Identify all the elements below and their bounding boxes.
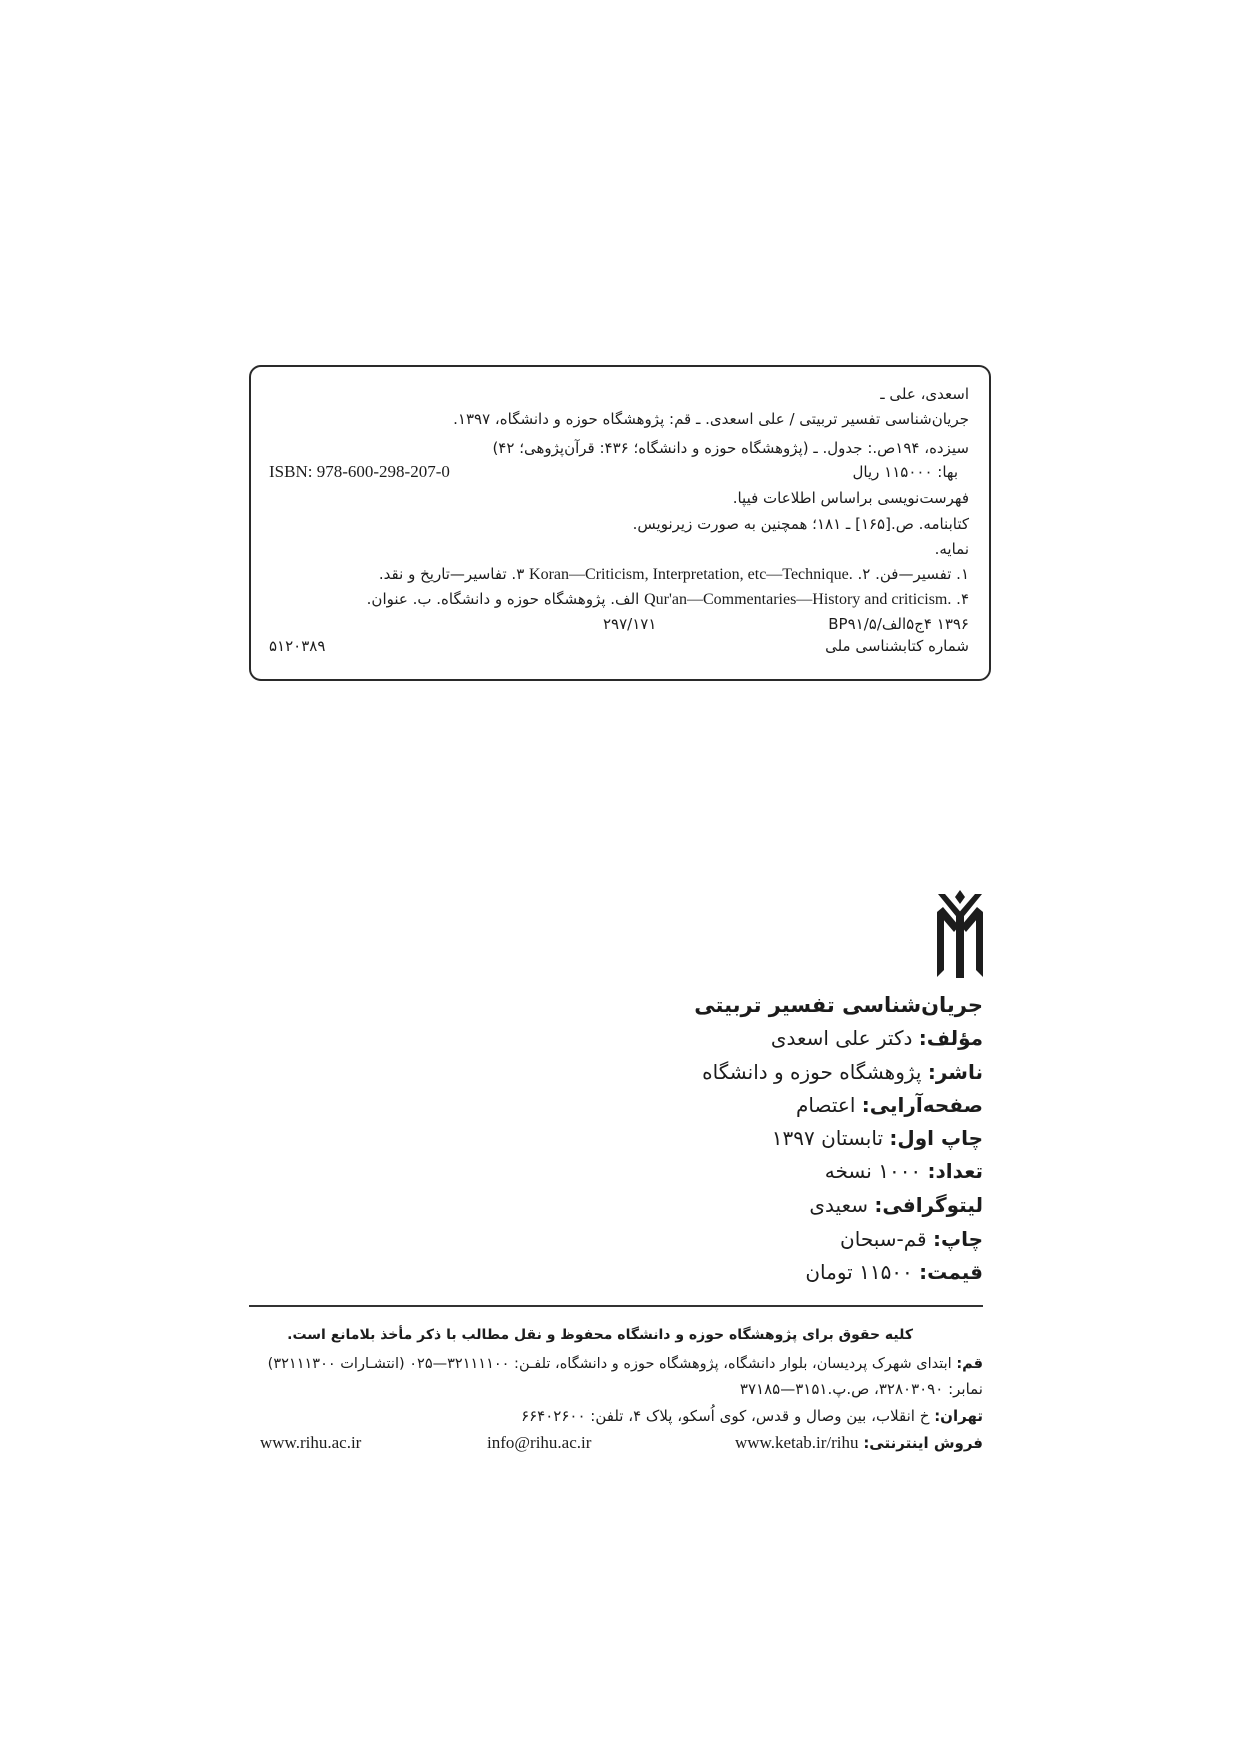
colophon-publisher <box>702 1057 983 1087</box>
cip-national-bibliography-number: ۵۱۲۰۳۸۹ <box>269 637 326 655</box>
colophon-value: دکتر علی اسعدی <box>770 1026 913 1050</box>
cip-subjects-line-1 <box>273 563 969 586</box>
colophon-label: مؤلف: <box>918 1026 983 1050</box>
cip-title-statement: جریان‌شناسی تفسیر تربیتی / علی اسعدی. ـ قم: پژوهشگاه حوزه و دانشگاه، ۱۳۹۷. <box>453 410 969 428</box>
subjects-2-persian-start: ۴. <box>956 590 969 608</box>
colophon-author <box>771 1023 983 1053</box>
colophon-layout <box>796 1090 983 1120</box>
cip-subjects-line-2 <box>273 588 969 611</box>
fax-line: نمابر: ۳۲۸۰۳۰۹۰، ص.پ.۳۱۵۱—۳۷۱۸۵ <box>739 1380 983 1398</box>
tehran-label: تهران: <box>934 1407 983 1425</box>
colophon-label: ناشر: <box>927 1060 983 1084</box>
colophon-value: تابستان ۱۳۹۷ <box>771 1126 884 1150</box>
book-title: جریان‌شناسی تفسیر تربیتی <box>694 993 983 1017</box>
subjects-1-persian-start: ۱. تفسیر—فن. ۲. <box>857 565 969 583</box>
online-sales-line <box>735 1432 983 1454</box>
online-sales-label: فروش اینترنتی: <box>863 1434 983 1452</box>
subjects-2-persian-end: الف. پژوهشگاه حوزه و دانشگاه. ب. عنوان. <box>366 590 640 608</box>
subjects-1-persian-end: ۳. تفاسیر—تاریخ و نقد. <box>378 565 525 583</box>
colophon-printer <box>840 1224 983 1254</box>
cip-author: اسعدی، علی ـ <box>880 385 969 403</box>
colophon-label: لیتوگرافی: <box>874 1193 983 1217</box>
colophon-value: ۱۰۰۰ نسخه <box>824 1159 922 1183</box>
cip-lc-call-number: ۱۳۹۶ ۴ج۵الف/۵/BP۹۱ <box>828 615 969 633</box>
qom-address-line <box>249 1353 983 1375</box>
rights-notice: کلیه حقوق برای پژوهشگاه حوزه و دانشگاه محفوظ و نقل مطالب با ذکر مأخذ بلامانع است. <box>287 1327 913 1343</box>
colophon-label: قیمت: <box>919 1260 983 1284</box>
cip-national-bibliography-label: شماره کتابشناسی ملی <box>825 637 969 655</box>
website-url: www.rihu.ac.ir <box>260 1433 362 1452</box>
colophon-lithography <box>809 1190 983 1220</box>
qom-label: قم: <box>956 1356 983 1372</box>
colophon-value: قم-سبحان <box>840 1227 927 1251</box>
email-address: info@rihu.ac.ir <box>487 1433 592 1452</box>
online-sales-url: www.ketab.ir/rihu <box>734 1433 859 1452</box>
cip-dewey-number: ۲۹۷/۱۷۱ <box>603 615 657 633</box>
tehran-address: خ انقلاب، بین وصال و قدس، کوی اُسکو، پلاک ۴، تلفن: ۶۶۴۰۲۶۰۰ <box>521 1407 930 1425</box>
cataloging-in-publication-box <box>249 365 991 681</box>
cip-physical-description: سیزده، ۱۹۴ص.: جدول. ـ (پژوهشگاه حوزه و دانشگاه؛ ۴۳۶: قرآن‌پژوهی؛ ۴۲) <box>492 439 969 457</box>
colophon-label: چاپ اول: <box>889 1126 983 1150</box>
subjects-2-english: Qur'an—Commentaries—History and criticism. <box>644 591 952 608</box>
tehran-address-line <box>521 1405 983 1427</box>
colophon-value: پژوهشگاه حوزه و دانشگاه <box>702 1060 922 1084</box>
cip-isbn: ISBN: 978-600-298-207-0 <box>269 462 450 481</box>
cip-fipa-note: فهرست‌نویسی براساس اطلاعات فیپا. <box>732 489 969 507</box>
cip-index-note: نمایه. <box>934 540 969 558</box>
colophon-price <box>805 1257 983 1287</box>
colophon-print-run <box>825 1156 983 1186</box>
colophon-value: اعتصام <box>796 1093 856 1117</box>
qom-address: ابتدای شهرک پردیسان، بلوار دانشگاه، پژوهشگاه حوزه و دانشگاه، تلفـن: ۳۲۱۱۱۱۰۰—۰۲۵ (انتشـارات ۳۲۱۱۱۳۰۰) <box>267 1356 952 1372</box>
colophon-label: تعداد: <box>927 1159 983 1183</box>
publisher-emblem-icon <box>934 890 986 980</box>
cip-price: بها: ۱۱۵۰۰۰ ریال <box>852 463 958 481</box>
subjects-1-english: Koran—Criticism, Interpretation, etc—Technique. <box>529 566 853 583</box>
colophon-value: ۱۱۵۰۰ تومان <box>805 1260 913 1284</box>
colophon-label: چاپ: <box>932 1227 983 1251</box>
colophon-value: سعیدی <box>809 1193 868 1217</box>
cip-bibliography-note: کتابنامه. ص.[۱۶۵] ـ ۱۸۱؛ همچنین به صورت زیرنویس. <box>632 515 969 533</box>
divider <box>249 1305 983 1307</box>
colophon-label: صفحه‌آرایی: <box>861 1093 983 1117</box>
colophon-first-print <box>772 1123 983 1153</box>
